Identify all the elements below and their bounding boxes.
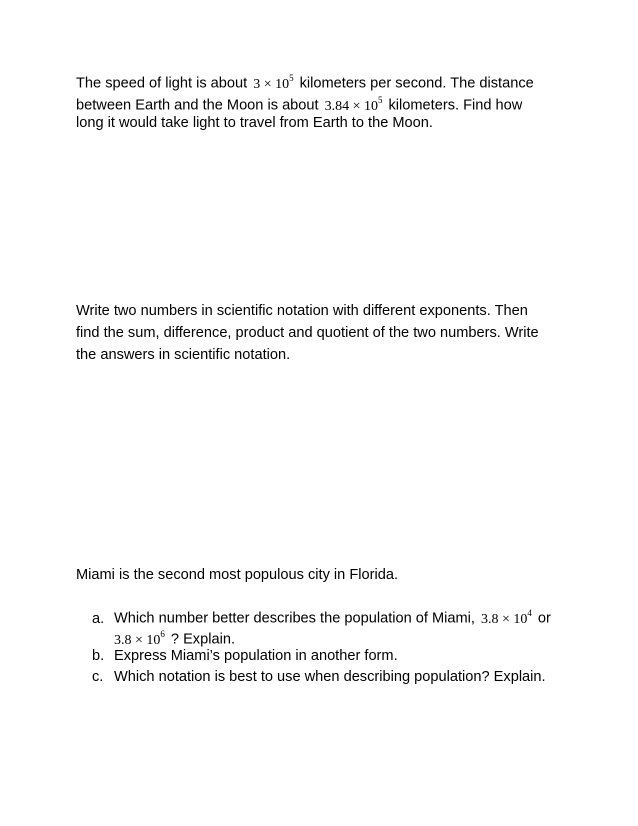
list-marker: a. (92, 610, 105, 627)
problem1-text: kilometers per second. The distance (299, 75, 534, 92)
list-item-a (92, 604, 592, 625)
problem2-line2: find the sum, difference, product and quotient of the two numbers. Write (76, 325, 539, 341)
list-item-text: Which notation is best to use when describing population? Explain. (114, 669, 546, 685)
problem-scientific-notation-operations (76, 300, 576, 366)
problem-miami-intro (76, 564, 576, 586)
list-item-text: ? Explain. (170, 631, 235, 648)
problem2-line3: the answers in scientific notation. (76, 347, 291, 363)
earth-moon-distance-value: $3.84 \times 10^5$ (324, 95, 383, 114)
problem1-line3: long it would take light to travel from Earth to the Moon. (76, 115, 433, 131)
list-marker: b. (92, 648, 105, 664)
problem1-text: between Earth and the Moon is about (76, 97, 319, 114)
speed-of-light-value: $3 \times 10^5$ (253, 73, 294, 92)
problem1-text: kilometers. Find how (388, 97, 523, 114)
list-item-text: Express Miami’s population in another form. (114, 648, 398, 664)
problem3-intro-text: Miami is the second most populous city in Florida. (76, 567, 399, 583)
problem2-line1: Write two numbers in scientific notation with different exponents. Then (76, 303, 528, 319)
list-item-b (92, 646, 592, 667)
population-option-1: $3.8 \times 10^4$ (480, 608, 532, 627)
list-item-a-continuation (92, 625, 592, 646)
list-marker: c. (92, 669, 104, 685)
problem-speed-of-light (76, 68, 576, 134)
population-option-2: $3.8 \times 10^6$ (114, 629, 165, 648)
list-item-connector: or (537, 610, 551, 627)
problem-miami-questions (92, 604, 592, 688)
problem1-line1 (76, 68, 576, 90)
list-item-text: Which number better describes the population of Miami, (114, 610, 475, 627)
list-item-c (92, 667, 592, 688)
problem1-text: The speed of light is about (76, 75, 248, 92)
problem1-line2 (76, 90, 576, 112)
